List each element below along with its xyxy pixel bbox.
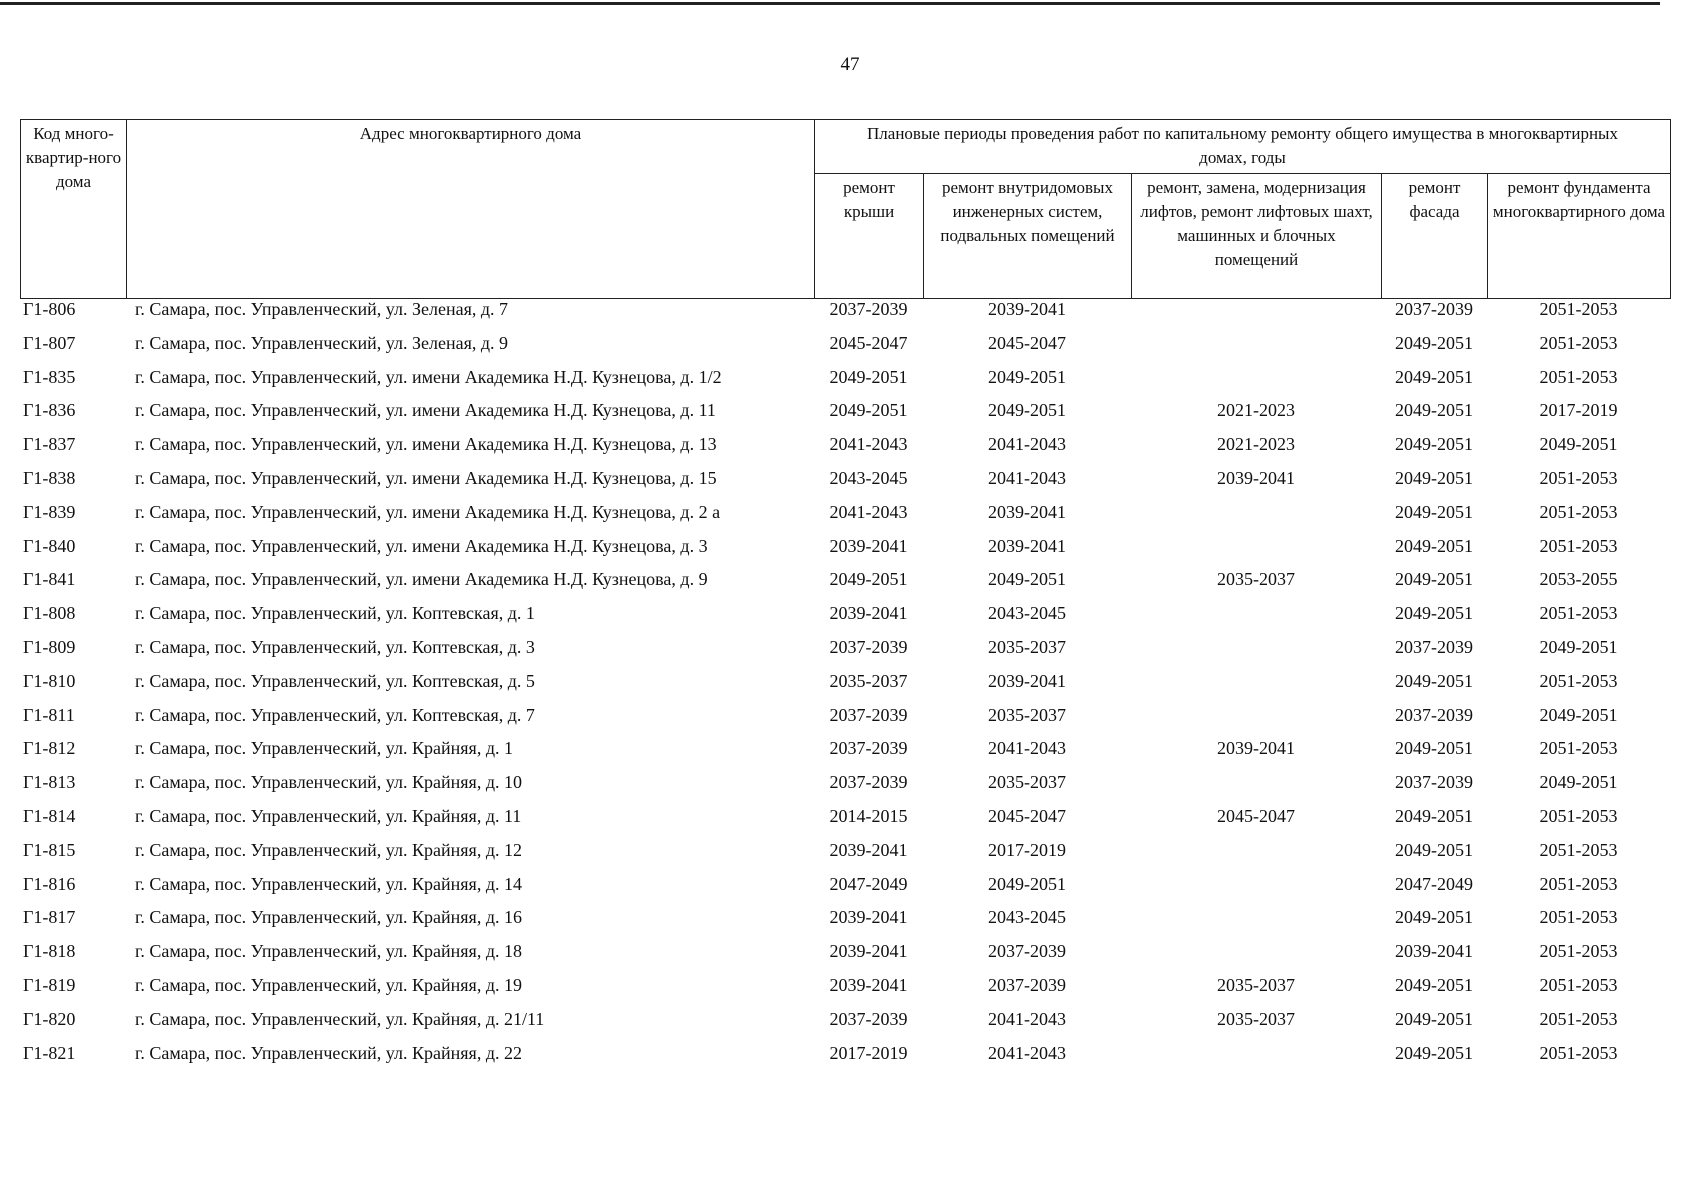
top-border-line [0, 2, 1660, 5]
row-foundation-period: 2051-2053 [1539, 907, 1618, 928]
table-row [20, 975, 1670, 1009]
row-code: Г1-813 [23, 772, 76, 793]
row-address: г. Самара, пос. Управленческий, ул. Крайняя, д. 11 [135, 805, 522, 826]
row-address: г. Самара, пос. Управленческий, ул. имени Академика Н.Д. Кузнецова, д. 11 [135, 400, 716, 421]
row-address: г. Самара, пос. Управленческий, ул. Крайняя, д. 18 [135, 941, 522, 962]
header-address-column: Адрес многоквартирного дома [127, 120, 815, 299]
header-foundation-column: ремонт фундамента многоквартирного дома [1488, 173, 1671, 298]
table-row [20, 874, 1670, 908]
row-address: г. Самара, пос. Управленческий, ул. Крайняя, д. 12 [135, 839, 522, 860]
row-roof-period: 2039-2041 [829, 974, 908, 995]
row-facade-period: 2049-2051 [1395, 366, 1473, 387]
row-lifts-period: 2039-2041 [1217, 738, 1295, 759]
table-row [20, 367, 1670, 401]
row-foundation-period: 2051-2053 [1539, 738, 1618, 759]
row-lifts-period [1131, 772, 1381, 806]
row-code: Г1-808 [23, 603, 76, 624]
row-facade-period: 2037-2039 [1395, 636, 1473, 657]
table-row [20, 738, 1670, 772]
row-code: Г1-812 [23, 738, 76, 759]
row-roof-period: 2039-2041 [829, 603, 908, 624]
row-systems-period: 2035-2037 [988, 704, 1066, 725]
table-row [20, 840, 1670, 874]
row-address: г. Самара, пос. Управленческий, ул. имени Академика Н.Д. Кузнецова, д. 1/2 [135, 366, 722, 387]
header-group-title: Плановые периоды проведения работ по капитальному ремонту общего имущества в многоквартирных домах, годы [815, 120, 1671, 174]
row-lifts-period [1131, 299, 1381, 333]
table-row [20, 806, 1670, 840]
row-roof-period: 2043-2045 [829, 467, 908, 488]
row-systems-period: 2049-2051 [988, 873, 1066, 894]
row-systems-period: 2017-2019 [988, 839, 1066, 860]
row-address: г. Самара, пос. Управленческий, ул. имени Академика Н.Д. Кузнецова, д. 2 а [135, 501, 721, 522]
row-foundation-period: 2051-2053 [1539, 366, 1618, 387]
row-code: Г1-809 [23, 636, 76, 657]
row-code: Г1-814 [23, 805, 76, 826]
row-lifts-period [1131, 874, 1381, 908]
row-foundation-period: 2051-2053 [1539, 1008, 1618, 1029]
header-systems-column: ремонт внутридомовых инженерных систем, подвальных помещений [924, 173, 1132, 298]
header-roof-column: ремонт крыши [815, 173, 924, 298]
row-foundation-period: 2053-2055 [1539, 569, 1618, 590]
row-systems-period: 2041-2043 [988, 738, 1066, 759]
row-lifts-period: 2035-2037 [1217, 1008, 1295, 1029]
row-facade-period: 2049-2051 [1395, 603, 1473, 624]
row-facade-period: 2047-2049 [1395, 873, 1473, 894]
row-code: Г1-810 [23, 670, 76, 691]
row-code: Г1-836 [23, 400, 76, 421]
row-lifts-period [1131, 840, 1381, 874]
row-address: г. Самара, пос. Управленческий, ул. Коптевская, д. 3 [135, 636, 535, 657]
row-systems-period: 2049-2051 [988, 400, 1066, 421]
row-lifts-period: 2021-2023 [1217, 400, 1295, 421]
table-row [20, 569, 1670, 603]
row-systems-period: 2041-2043 [988, 1008, 1066, 1029]
table-row [20, 468, 1670, 502]
table-row [20, 1043, 1670, 1077]
row-roof-period: 2041-2043 [829, 434, 908, 455]
row-facade-period: 2049-2051 [1395, 400, 1473, 421]
row-foundation-period: 2051-2053 [1539, 332, 1618, 353]
table-row [20, 400, 1670, 434]
row-facade-period: 2037-2039 [1395, 772, 1473, 793]
row-facade-period: 2049-2051 [1395, 535, 1473, 556]
row-lifts-period [1131, 941, 1381, 975]
row-address: г. Самара, пос. Управленческий, ул. имени Академика Н.Д. Кузнецова, д. 9 [135, 569, 708, 590]
row-address: г. Самара, пос. Управленческий, ул. Крайняя, д. 14 [135, 873, 522, 894]
row-roof-period: 2049-2051 [829, 366, 908, 387]
row-address: г. Самара, пос. Управленческий, ул. Зеленая, д. 7 [135, 299, 509, 319]
row-address: г. Самара, пос. Управленческий, ул. Зеленая, д. 9 [135, 332, 509, 353]
row-lifts-period [1131, 603, 1381, 637]
table-row [20, 502, 1670, 536]
row-facade-period: 2049-2051 [1395, 467, 1473, 488]
header-facade-column: ремонт фасада [1382, 173, 1488, 298]
page-number: 47 [840, 54, 860, 75]
table-row [20, 637, 1670, 671]
row-facade-period: 2039-2041 [1395, 941, 1473, 962]
table-header [20, 119, 1671, 299]
row-code: Г1-839 [23, 501, 76, 522]
row-systems-period: 2045-2047 [988, 805, 1066, 826]
row-facade-period: 2049-2051 [1395, 907, 1473, 928]
row-code: Г1-819 [23, 974, 76, 995]
row-facade-period: 2049-2051 [1395, 1008, 1473, 1029]
row-foundation-period: 2051-2053 [1539, 501, 1618, 522]
row-lifts-period [1131, 536, 1381, 570]
row-foundation-period: 2049-2051 [1539, 772, 1618, 793]
row-facade-period: 2049-2051 [1395, 974, 1473, 995]
row-code: Г1-821 [23, 1042, 76, 1063]
header-code-column: Код много-квартир-ного дома [21, 120, 127, 299]
row-systems-period: 2039-2041 [988, 501, 1066, 522]
row-address: г. Самара, пос. Управленческий, ул. имени Академика Н.Д. Кузнецова, д. 15 [135, 467, 717, 488]
row-systems-period: 2049-2051 [988, 569, 1066, 590]
row-systems-period: 2045-2047 [988, 332, 1066, 353]
row-code: Г1-840 [23, 535, 76, 556]
row-code: Г1-820 [23, 1008, 76, 1029]
row-address: г. Самара, пос. Управленческий, ул. Крайняя, д. 19 [135, 974, 522, 995]
row-foundation-period: 2049-2051 [1539, 434, 1618, 455]
row-facade-period: 2049-2051 [1395, 434, 1473, 455]
row-roof-period: 2039-2041 [829, 907, 908, 928]
row-foundation-period: 2051-2053 [1539, 805, 1618, 826]
row-roof-period: 2037-2039 [829, 772, 908, 793]
row-code: Г1-806 [23, 299, 76, 319]
row-foundation-period: 2049-2051 [1539, 704, 1618, 725]
row-code: Г1-841 [23, 569, 76, 590]
row-facade-period: 2049-2051 [1395, 501, 1473, 522]
row-code: Г1-816 [23, 873, 76, 894]
row-address: г. Самара, пос. Управленческий, ул. имени Академика Н.Д. Кузнецова, д. 3 [135, 535, 708, 556]
row-facade-period: 2037-2039 [1395, 299, 1473, 319]
row-lifts-period: 2035-2037 [1217, 974, 1295, 995]
row-roof-period: 2041-2043 [829, 501, 908, 522]
row-systems-period: 2049-2051 [988, 366, 1066, 387]
row-code: Г1-835 [23, 366, 76, 387]
row-address: г. Самара, пос. Управленческий, ул. Крайняя, д. 1 [135, 738, 513, 759]
row-systems-period: 2043-2045 [988, 907, 1066, 928]
row-foundation-period: 2051-2053 [1539, 1042, 1618, 1063]
row-facade-period: 2049-2051 [1395, 839, 1473, 860]
table-row [20, 941, 1670, 975]
row-systems-period: 2035-2037 [988, 636, 1066, 657]
table-row [20, 333, 1670, 367]
row-address: г. Самара, пос. Управленческий, ул. Крайняя, д. 21/11 [135, 1008, 545, 1029]
table-row [20, 705, 1670, 739]
row-foundation-period: 2051-2053 [1539, 873, 1618, 894]
row-address: г. Самара, пос. Управленческий, ул. Крайняя, д. 22 [135, 1042, 522, 1063]
row-foundation-period: 2051-2053 [1539, 839, 1618, 860]
row-address: г. Самара, пос. Управленческий, ул. Коптевская, д. 5 [135, 670, 535, 691]
row-foundation-period: 2051-2053 [1539, 974, 1618, 995]
row-lifts-period [1131, 502, 1381, 536]
row-roof-period: 2039-2041 [829, 839, 908, 860]
row-foundation-period: 2051-2053 [1539, 670, 1618, 691]
header-lifts-column: ремонт, замена, модернизация лифтов, ремонт лифтовых шахт, машинных и блочных помещений [1132, 173, 1382, 298]
row-lifts-period [1131, 705, 1381, 739]
table-row [20, 772, 1670, 806]
row-lifts-period [1131, 1043, 1381, 1077]
row-foundation-period: 2051-2053 [1539, 535, 1618, 556]
row-systems-period: 2043-2045 [988, 603, 1066, 624]
row-roof-period: 2037-2039 [829, 299, 908, 319]
row-roof-period: 2049-2051 [829, 569, 908, 590]
row-facade-period: 2037-2039 [1395, 704, 1473, 725]
row-roof-period: 2039-2041 [829, 535, 908, 556]
table-row [20, 299, 1670, 333]
table-row [20, 907, 1670, 941]
row-foundation-period: 2051-2053 [1539, 467, 1618, 488]
row-facade-period: 2049-2051 [1395, 738, 1473, 759]
row-address: г. Самара, пос. Управленческий, ул. Крайняя, д. 16 [135, 907, 522, 928]
row-code: Г1-815 [23, 839, 76, 860]
row-code: Г1-811 [23, 704, 75, 725]
row-roof-period: 2039-2041 [829, 941, 908, 962]
row-systems-period: 2037-2039 [988, 941, 1066, 962]
row-lifts-period [1131, 637, 1381, 671]
row-systems-period: 2039-2041 [988, 535, 1066, 556]
row-address: г. Самара, пос. Управленческий, ул. Коптевская, д. 7 [135, 704, 535, 725]
row-code: Г1-817 [23, 907, 76, 928]
row-systems-period: 2041-2043 [988, 434, 1066, 455]
row-roof-period: 2037-2039 [829, 636, 908, 657]
row-systems-period: 2037-2039 [988, 974, 1066, 995]
table-row [20, 536, 1670, 570]
row-foundation-period: 2051-2053 [1539, 299, 1618, 319]
row-facade-period: 2049-2051 [1395, 1042, 1473, 1063]
row-lifts-period [1131, 907, 1381, 941]
row-lifts-period [1131, 671, 1381, 705]
row-systems-period: 2035-2037 [988, 772, 1066, 793]
row-systems-period: 2041-2043 [988, 467, 1066, 488]
row-lifts-period [1131, 333, 1381, 367]
row-code: Г1-818 [23, 941, 76, 962]
row-roof-period: 2049-2051 [829, 400, 908, 421]
row-lifts-period [1131, 367, 1381, 401]
row-roof-period: 2037-2039 [829, 738, 908, 759]
row-lifts-period: 2045-2047 [1217, 805, 1295, 826]
row-roof-period: 2045-2047 [829, 332, 908, 353]
row-address: г. Самара, пос. Управленческий, ул. Коптевская, д. 1 [135, 603, 535, 624]
row-foundation-period: 2049-2051 [1539, 636, 1618, 657]
row-roof-period: 2035-2037 [829, 670, 908, 691]
row-facade-period: 2049-2051 [1395, 670, 1473, 691]
table-row [20, 671, 1670, 705]
row-code: Г1-807 [23, 332, 76, 353]
row-roof-period: 2017-2019 [829, 1042, 908, 1063]
row-roof-period: 2047-2049 [829, 873, 908, 894]
row-roof-period: 2037-2039 [829, 1008, 908, 1029]
row-address: г. Самара, пос. Управленческий, ул. имени Академика Н.Д. Кузнецова, д. 13 [135, 434, 717, 455]
row-facade-period: 2049-2051 [1395, 332, 1473, 353]
table-row [20, 1009, 1670, 1043]
row-code: Г1-837 [23, 434, 76, 455]
row-foundation-period: 2051-2053 [1539, 603, 1618, 624]
table-row [20, 434, 1670, 468]
row-code: Г1-838 [23, 467, 76, 488]
row-lifts-period: 2039-2041 [1217, 467, 1295, 488]
row-facade-period: 2049-2051 [1395, 569, 1473, 590]
row-roof-period: 2037-2039 [829, 704, 908, 725]
row-roof-period: 2014-2015 [829, 805, 908, 826]
row-facade-period: 2049-2051 [1395, 805, 1473, 826]
row-systems-period: 2039-2041 [988, 299, 1066, 319]
row-foundation-period: 2051-2053 [1539, 941, 1618, 962]
row-address: г. Самара, пос. Управленческий, ул. Крайняя, д. 10 [135, 772, 522, 793]
row-foundation-period: 2017-2019 [1539, 400, 1618, 421]
row-lifts-period: 2021-2023 [1217, 434, 1295, 455]
row-lifts-period: 2035-2037 [1217, 569, 1295, 590]
row-systems-period: 2041-2043 [988, 1042, 1066, 1063]
row-systems-period: 2039-2041 [988, 670, 1066, 691]
table-row [20, 603, 1670, 637]
table-body [20, 299, 1670, 1076]
